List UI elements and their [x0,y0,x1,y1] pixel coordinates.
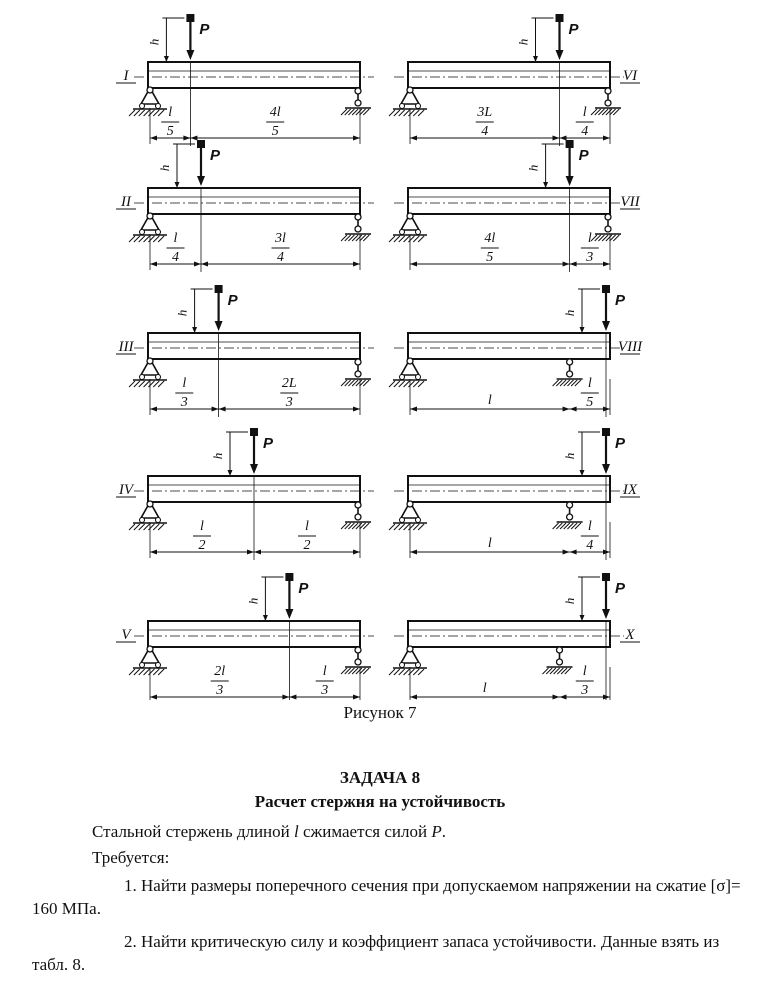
dim-arrow [603,695,610,700]
pin-base-left [140,230,145,235]
roller-hinge-bottom [605,100,611,106]
beam-scheme-3 [116,285,374,417]
dim-arrow [212,407,219,412]
dim-numerator: l [322,664,327,679]
scheme-number-label: I [123,68,129,84]
height-label: h [562,597,577,605]
dim-numerator: 4l [484,231,496,246]
load-weight [566,140,574,148]
pin-base-right [156,230,161,235]
beam-body [408,476,610,502]
pin-hinge [407,87,413,93]
dim-denominator: 3 [581,683,589,698]
load-arrow-head [602,609,610,619]
dim-arrow [410,550,417,555]
pin-base-right [156,104,161,109]
load-label: P [209,147,221,164]
dim-arrow [150,550,157,555]
dim-denominator: 4 [277,250,284,265]
load-arrow-head [197,176,205,186]
beam-body [408,188,610,214]
dim-arrow [410,695,417,700]
dim-arrow [201,262,208,267]
load-weight [186,14,194,22]
roller-hinge-top [567,359,573,365]
dim-value: l [487,536,492,551]
height-label: h [245,597,261,605]
roller-hinge-top [355,214,361,220]
statement-text-a: Стальной стержень длиной [92,822,294,841]
pin-hinge [407,646,413,652]
dim-arrow [563,550,570,555]
roller-hinge-bottom [567,371,573,377]
pin-hinge [147,213,153,219]
dim-value: l [487,393,492,408]
load-label: P [298,580,309,597]
dim-arrow [353,262,360,267]
roller-hinge-top [355,88,361,94]
dim-arrow [194,262,201,267]
beam-body [148,62,360,88]
dim-arrow [353,136,360,141]
dim-arrow [553,695,560,700]
dim-arrow [353,550,360,555]
pin-base-left [140,375,145,380]
dim-arrow [603,262,610,267]
dim-fraction-2 [316,664,334,698]
load-label: P [614,580,626,597]
load-weight [602,573,610,581]
dim-denominator: 4 [172,250,179,265]
scheme-number-label: II [121,194,131,210]
load-label: P [262,435,274,452]
height-label: h [525,164,541,172]
beam-scheme-9 [389,428,640,560]
roller-hinge-top [605,88,611,94]
dim-arrow [254,550,261,555]
height-label: h [562,452,577,460]
dim-fraction-2 [272,231,290,265]
pin-hinge [407,358,413,364]
roller-hinge-bottom [567,514,573,520]
pin-hinge [147,358,153,364]
dim-numerator: l [168,105,173,120]
dim-arrow [563,407,570,412]
dim-numerator: 3L [477,105,493,120]
height-label: h [174,309,190,317]
roller-hinge-bottom [355,659,361,665]
load-weight [556,14,564,22]
dim-fraction-1 [488,393,492,408]
pin-hinge [147,501,153,507]
pin-base-left [400,518,405,523]
load-weight [602,428,610,436]
figure-caption: Рисунок 7 [343,703,417,722]
load-label: P [614,292,626,309]
pin-base-left [400,375,405,380]
pin-base-right [156,663,161,668]
roller-hinge-top [355,647,361,653]
dim-denominator: 3 [321,683,329,698]
pin-hinge [407,501,413,507]
pin-base-left [140,104,145,109]
beam-scheme-4 [116,428,374,560]
roller-hinge-top [557,647,563,653]
roller-hinge-top [355,502,361,508]
pin-base-right [416,375,421,380]
pin-base-left [140,663,145,668]
dim-arrow [563,262,570,267]
dim-numerator: 3l [275,231,286,246]
dim-numerator: l [582,105,587,120]
dim-arrow [219,407,226,412]
roller-hinge-top [605,214,611,220]
beam-body [408,621,610,647]
load-arrow-head [186,50,194,60]
scheme-number-label: III [118,339,134,355]
dim-fraction-2 [576,105,594,139]
dim-denominator: 5 [586,395,594,410]
roller-hinge-bottom [557,659,563,665]
pin-base-left [400,104,405,109]
dim-arrow [603,550,610,555]
beam-scheme-2 [116,140,374,272]
height-label: h [515,38,531,46]
load-weight [285,573,293,581]
height-label: h [157,164,172,172]
load-label: P [568,21,579,38]
dim-numerator: l [200,519,204,534]
dim-value: l [482,681,487,696]
dim-denominator: 4 [581,124,589,139]
dim-fraction-1 [193,519,211,553]
dim-arrow [410,262,417,267]
dim-denominator: 3 [586,250,594,265]
pin-base-left [400,663,405,668]
dim-denominator: 5 [486,250,494,265]
dim-arrow [190,136,197,141]
roller-hinge-bottom [355,371,361,377]
load-weight [197,140,205,148]
beam-scheme-5 [116,573,374,700]
height-label: h [210,452,225,460]
pin-hinge [147,87,153,93]
beam-scheme-8 [389,285,643,417]
dim-arrow [603,407,610,412]
statement-force-symbol: P [431,822,442,841]
beam-scheme-10 [389,573,640,700]
task-statement [32,820,752,843]
beam-scheme-7 [389,140,641,272]
dim-fraction-2 [576,664,594,698]
dim-fraction-2 [298,519,316,553]
roller-hinge-bottom [355,100,361,106]
beam-scheme-6 [389,14,640,146]
dim-numerator: l [173,231,178,246]
pin-base-right [416,663,421,668]
load-arrow-head [250,464,258,474]
dim-arrow [570,262,577,267]
load-weight [215,285,223,293]
load-weight [250,428,258,436]
scheme-number-label: VIII [617,339,643,355]
load-arrow-head [566,176,574,186]
roller-hinge-bottom [355,226,361,232]
dim-numerator: l [305,519,309,534]
dim-fraction-1 [483,681,487,696]
beam-scheme-1 [116,14,374,146]
dim-fraction-2 [266,105,284,139]
statement-text-c: . [441,822,446,841]
scheme-number-label: X [625,627,635,643]
pin-base-right [156,518,161,523]
dim-arrow [353,695,360,700]
pin-hinge [407,213,413,219]
statement-text-b: сжимается силой [298,822,432,841]
dim-arrow [603,136,610,141]
scheme-number-label: IX [622,482,638,498]
dim-arrow [570,550,577,555]
dim-arrow [150,136,157,141]
roller-hinge-bottom [355,514,361,520]
dim-arrow [353,407,360,412]
dim-fraction-1 [488,536,492,551]
scheme-number-label: IV [118,482,134,498]
dim-arrow [150,695,157,700]
load-arrow-head [602,464,610,474]
dim-arrow [410,407,417,412]
beam-body [148,621,360,647]
dim-arrow [282,695,289,700]
dim-arrow [183,136,190,141]
dim-fraction-1 [481,231,499,265]
height-label: h [146,38,162,46]
pin-base-right [416,518,421,523]
beam-body [408,333,610,359]
requirement-item-1: 1. Найти размеры поперечного сечения при допускаемом напряжении на сжатие [σ]= 160 МПа. [32,876,741,918]
dim-denominator: 3 [285,395,293,410]
dim-fraction-1 [167,231,185,265]
requirements-heading: Требуется: [92,848,170,867]
load-arrow-head [285,609,293,619]
beam-body [148,188,360,214]
dim-numerator: l [587,376,592,391]
pin-base-right [416,230,421,235]
load-label: P [614,435,626,452]
task-subtitle: Расчет стержня на устойчивость [254,792,506,811]
dim-numerator: l [582,664,587,679]
roller-hinge-top [567,502,573,508]
roller-hinge-top [355,359,361,365]
dim-denominator: 5 [271,124,279,139]
pin-base-left [140,518,145,523]
scheme-number-label: VI [622,68,638,84]
dim-arrow [553,136,560,141]
dim-denominator: 4 [586,538,594,553]
dim-denominator: 2 [303,538,311,553]
load-arrow-head [556,50,564,60]
dim-arrow [560,695,567,700]
task-title: ЗАДАЧА 8 [339,768,421,787]
load-weight [602,285,610,293]
dim-denominator: 3 [180,395,188,410]
dim-fraction-1 [476,105,494,139]
dim-denominator: 4 [481,124,489,139]
dim-fraction-2 [280,376,298,410]
beam-body [148,333,360,359]
dim-numerator: 4l [269,105,281,120]
scheme-number-label: VII [620,194,640,210]
dim-arrow [560,136,567,141]
pin-base-right [156,375,161,380]
roller-hinge-bottom [605,226,611,232]
load-arrow-head [215,321,223,331]
beam-body [408,62,610,88]
load-label: P [227,292,238,309]
scheme-number-label: V [121,627,131,643]
dim-arrow [570,407,577,412]
dim-fraction-2 [581,376,599,410]
dim-arrow [289,695,296,700]
pin-hinge [147,646,153,652]
dim-numerator: 2L [281,376,297,391]
requirement-item-2: 2. Найти критическую силу и коэффициент запаса устойчивости. Данные взять из табл. 8. [32,932,720,974]
dim-arrow [150,407,157,412]
load-label: P [578,147,589,164]
pin-base-right [416,104,421,109]
dim-arrow [247,550,254,555]
dim-denominator: 5 [166,124,174,139]
dim-denominator: 2 [198,538,206,553]
dim-numerator: l [182,376,187,391]
height-label: h [562,309,577,317]
load-arrow-head [602,321,610,331]
dim-numerator: l [587,519,592,534]
dim-numerator: l [587,231,592,246]
dim-fraction-1 [211,664,229,698]
dim-denominator: 3 [216,683,224,698]
dim-arrow [150,262,157,267]
pin-base-left [400,230,405,235]
dim-fraction-2 [581,519,599,553]
dim-fraction-1 [175,376,193,410]
statement-length-symbol: l [294,822,299,841]
load-label: P [199,21,210,38]
dim-arrow [410,136,417,141]
dim-numerator: 2l [214,664,226,679]
